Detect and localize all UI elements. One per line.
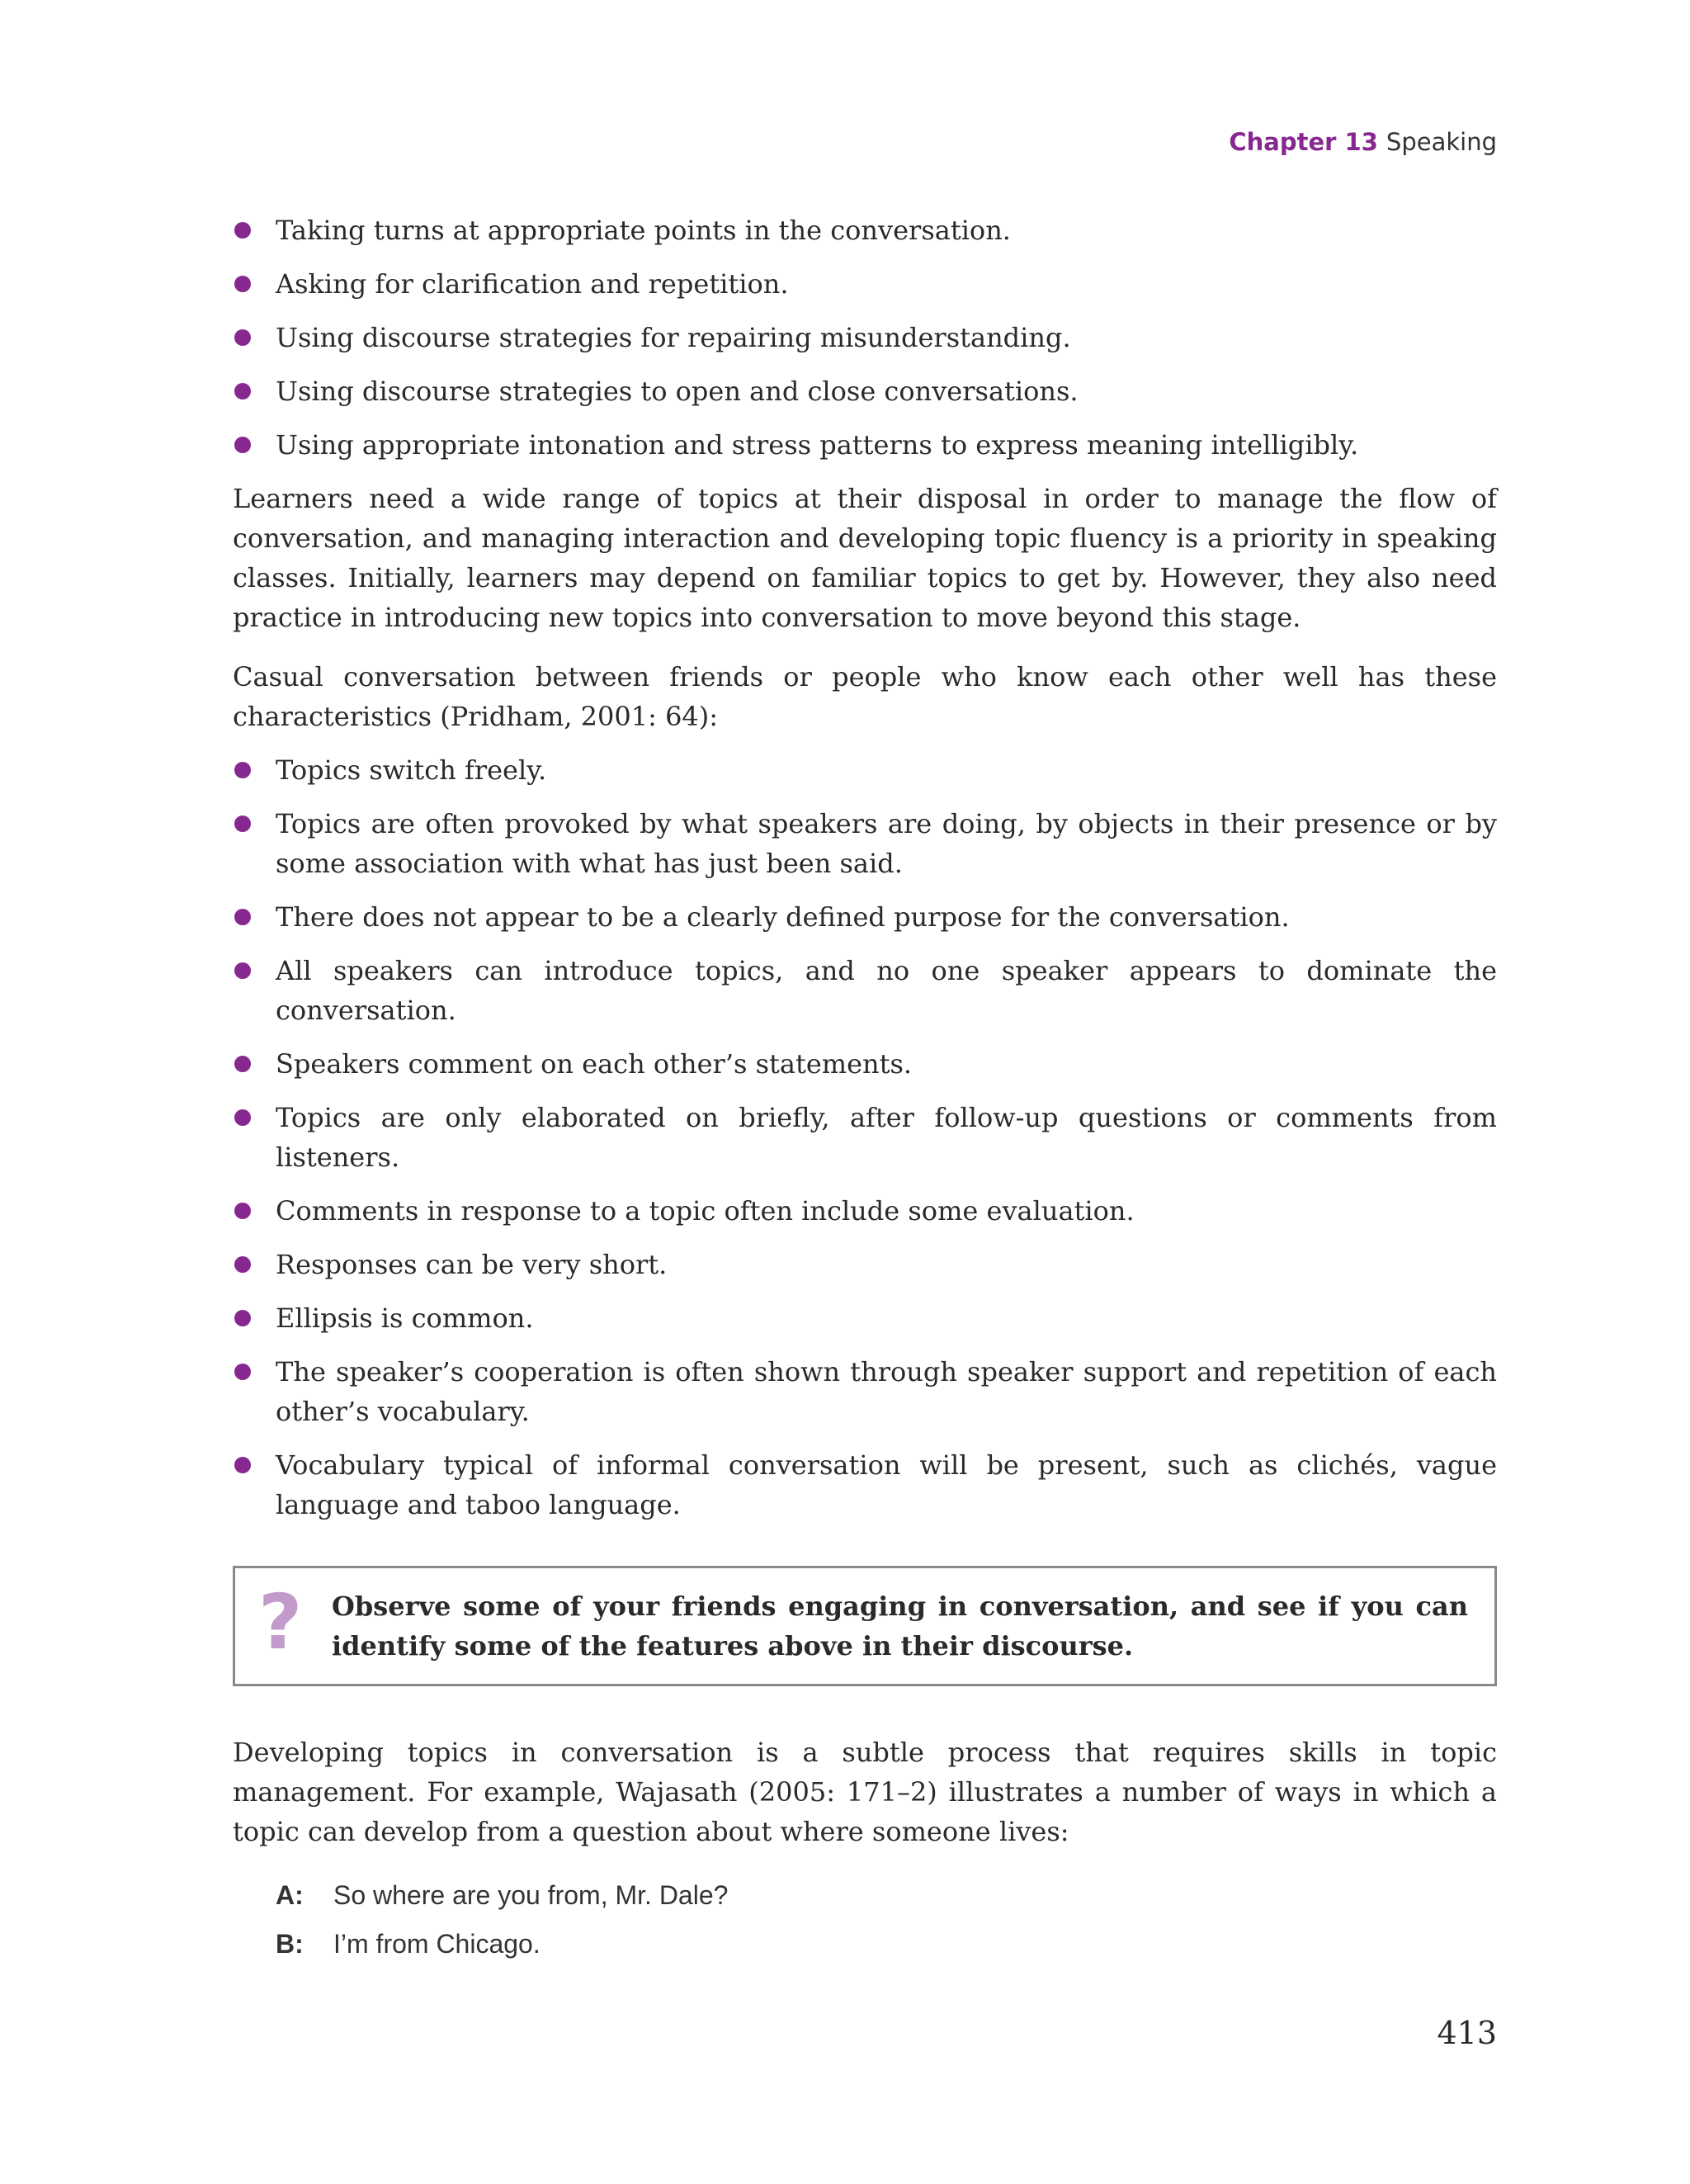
- dialogue-text: I’m from Chicago.: [333, 1929, 541, 1959]
- list-item: Ellipsis is common.: [233, 1298, 1497, 1338]
- bullet-icon: [234, 1056, 251, 1072]
- paragraph-topics: Learners need a wide range of topics at their disposal in order to manage the flow of conversation, and managing interaction and developing topic fluency is a priority in speaking classes. Initially, learners may depend on familiar topics to get by. However, they also need practice in introducing new topics into conversation to move beyond this stage.: [233, 483, 1497, 633]
- list-item: Using discourse strategies to open and close conversations.: [233, 371, 1497, 411]
- dialogue-example: [276, 1871, 1497, 1969]
- bullet-icon: [234, 762, 251, 778]
- speaker-label: A:: [276, 1880, 304, 1910]
- bullet-icon: [234, 1364, 251, 1380]
- list-item: Using appropriate intonation and stress patterns to express meaning intelligibly.: [233, 425, 1497, 465]
- list-item: All speakers can introduce topics, and no one speaker appears to dominate the conversation.: [233, 951, 1497, 1030]
- bullet-icon: [234, 1256, 251, 1273]
- list-item: Using discourse strategies for repairing misunderstanding.: [233, 318, 1497, 357]
- list-item: Vocabulary typical of informal conversation will be present, such as clichés, vague language and taboo language.: [233, 1445, 1497, 1525]
- bullet-icon: [234, 383, 251, 399]
- speaker-label: B:: [276, 1929, 304, 1959]
- page-number: 413: [1437, 2015, 1497, 2051]
- book-page: [233, 0, 1497, 2184]
- list-item: The speaker’s cooperation is often shown through speaker support and repetition of each other’s vocabulary.: [233, 1352, 1497, 1431]
- conversation-skills-list: [233, 210, 1497, 465]
- characteristics-list: [233, 750, 1497, 1525]
- bullet-icon: [234, 329, 251, 346]
- bullet-icon: [234, 437, 251, 453]
- bullet-icon: [234, 909, 251, 925]
- list-item: Topics switch freely.: [233, 750, 1497, 790]
- body-text: [233, 210, 1497, 1969]
- bullet-icon: [234, 276, 251, 292]
- list-item: Asking for clarification and repetition.: [233, 264, 1497, 304]
- list-item: There does not appear to be a clearly defined purpose for the conversation.: [233, 897, 1497, 937]
- bullet-icon: [234, 815, 251, 832]
- list-item: Topics are often provoked by what speakers are doing, by objects in their presence or by some association with what has just been said.: [233, 804, 1497, 883]
- paragraph-developing-topics: Developing topics in conversation is a subtle process that requires skills in topic management. For example, Wajasath (2005: 171–2) illustrates a number of ways in which a topic can develop from a question about where someone lives:: [233, 1737, 1497, 1847]
- bullet-icon: [234, 222, 251, 239]
- bullet-icon: [234, 1310, 251, 1326]
- section-title: Speaking: [1386, 128, 1497, 156]
- reflection-question-text: Observe some of your friends engaging in conversation, and see if you can identify some of the features above in their discourse.: [332, 1591, 1468, 1662]
- dialogue-line: [276, 1920, 1497, 1969]
- bullet-icon: [234, 1109, 251, 1126]
- list-item: Speakers comment on each other’s statements.: [233, 1044, 1497, 1084]
- running-head: [1229, 128, 1497, 156]
- list-item: Comments in response to a topic often include some evaluation.: [233, 1191, 1497, 1231]
- list-item: Taking turns at appropriate points in the conversation.: [233, 210, 1497, 250]
- reflection-question-box: [233, 1566, 1497, 1686]
- bullet-icon: [234, 1203, 251, 1219]
- list-item: Topics are only elaborated on briefly, after follow-up questions or comments from listeners.: [233, 1098, 1497, 1177]
- paragraph-casual-conversation: Casual conversation between friends or people who know each other well has these characteristics (Pridham, 2001: 64):: [233, 661, 1497, 732]
- chapter-label: Chapter 13: [1229, 128, 1378, 156]
- bullet-icon: [234, 962, 251, 979]
- list-item: Responses can be very short.: [233, 1245, 1497, 1284]
- dialogue-line: [276, 1871, 1497, 1920]
- question-mark-icon: ?: [258, 1578, 303, 1666]
- bullet-icon: [234, 1457, 251, 1473]
- dialogue-text: So where are you from, Mr. Dale?: [333, 1880, 729, 1910]
